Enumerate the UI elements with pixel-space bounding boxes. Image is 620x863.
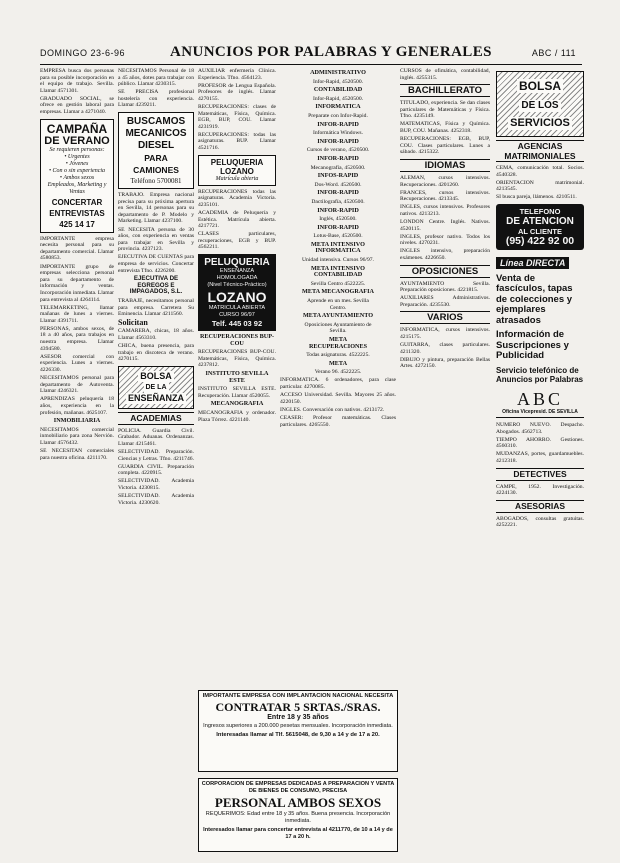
- campana-title: CAMPAÑA: [46, 121, 108, 136]
- infor-heading: INFOR-RAPID: [317, 137, 359, 145]
- classified-ad: EJECUTIVA DE CUENTAS para empresa de servicios. Concertar entrevista Tfno. 4226200.: [118, 254, 194, 274]
- infor-heading: INFOR-RAPID: [317, 120, 359, 128]
- idiomas-heading: IDIOMAS: [400, 159, 490, 172]
- bolsa-servicios-banner: [496, 71, 584, 137]
- campana-phone: 425 14 17: [59, 219, 95, 229]
- classified-ad: LONDON Centre. Inglés. Nativos. 4520115.: [400, 219, 490, 232]
- classified-ad: INGLES, profesor nativo. Todos los niveles. 4270231.: [400, 233, 490, 247]
- classified-ad: RECUPERACIONES todas las asignaturas. Academia Victoria. 4235101.: [198, 188, 276, 208]
- infor-text: Cursos de verano, 4520500.: [306, 147, 370, 154]
- classified-ad: RECUPERACIONES: todas las asignaturas. BUP. Llamar 4521716.: [198, 131, 276, 152]
- classified-ad: MUDANZAS, portes, guardamuebles. 4212318.: [496, 451, 584, 464]
- infor-text: Inglés, 4520500.: [319, 216, 357, 223]
- peluqueria-line: PELUQUERIA: [204, 256, 270, 268]
- classified-ad: SELECTIVIDAD. Academia Victoria. 4230815.: [118, 478, 194, 492]
- meta-text: Unidad intensiva. Cursos 96/97.: [302, 257, 374, 264]
- infor-list: [302, 70, 374, 376]
- infor-heading: CONTABILIDAD: [313, 86, 363, 94]
- classified-ad: TRABAJE, necesitamos personal para empresa. Carretera Su Eminencia. Llamar 4211560.: [118, 297, 194, 318]
- campana-verano-ad: [40, 119, 114, 233]
- peluqueria-phone: Telf. 445 03 92: [211, 318, 263, 328]
- meta-text: Todas asignaturas. 4522225.: [306, 352, 370, 359]
- infor-heading: INFOR-RAPID: [317, 223, 359, 231]
- buscamos-line: PARA CAMIONES: [133, 153, 179, 176]
- info-text: Información de Suscripciones y Publicidad: [496, 329, 569, 362]
- infor-heading: INFOS-RAPID: [317, 172, 359, 180]
- linea-directa-logo: [496, 253, 584, 271]
- classified-ad: CAMPE, 1952. Investigación. 4224130.: [496, 483, 584, 497]
- peluqueria-small-line: Matrícula abierta: [215, 175, 259, 182]
- telefono-atencion-banner: [496, 204, 584, 250]
- classified-ad: TIEMPO AHORRO. Gestiones. 4560310.: [496, 436, 584, 450]
- buscamos-phone: Teléfono 5700081: [130, 177, 182, 186]
- classified-ad: POLICIA. Guardia Civil. Grabador. Aduanas. Ordenanzas. Llamar 4215461.: [118, 427, 194, 447]
- infor-heading: INFOR-RAPID: [317, 206, 359, 214]
- bolsa-servicios-line: DE LOS: [521, 100, 559, 111]
- classified-ad: SELECTIVIDAD. Academia Victoria. 4230620.: [118, 493, 194, 506]
- oposiciones-heading: OPOSICIONES: [400, 265, 490, 278]
- contratar-top: IMPORTANTE EMPRESA CON IMPLANTACION NACIONAL NECESITA: [202, 693, 394, 699]
- classified-ad: SI busca pareja, llámenos. 4210511.: [496, 194, 577, 201]
- infor-heading: INFOR-RAPID: [317, 189, 359, 197]
- contratar-text: Ingresos superiores a 200.000 pesetas mensuales. Incorporación inmediata.: [203, 723, 393, 729]
- infor-heading: INFORMATICA: [315, 103, 361, 111]
- column-3-lower: [198, 512, 276, 682]
- peluqueria-small-ad: [198, 155, 276, 186]
- contratar-sub: Entre 18 y 35 años: [267, 714, 329, 721]
- column-4: [280, 68, 396, 468]
- telefono-line: AL CLIENTE: [517, 226, 563, 236]
- solicitan-heading: Solicitan: [118, 317, 148, 327]
- infor-text: Infor-Rapid, 4520500.: [312, 78, 364, 85]
- classified-ad: SE NECESITAN comerciales para nuestra oficina. 4211170.: [40, 447, 114, 461]
- campana-subtitle: DE VERANO: [44, 134, 110, 147]
- classified-ad: INSTITUTO SEVILLA ESTE. Recuperación. Llamar 4520055.: [198, 386, 276, 399]
- classified-ad: NECESITAMOS comercial inmobiliario para zona Nervión. Llamar 4576432.: [40, 426, 114, 446]
- column-5: [400, 68, 490, 858]
- meta-heading: META INTENSIVO CONTABILIDAD: [311, 264, 365, 279]
- classified-ad: RECUPERACIONES: clases de Matemáticas, Física, Química. EGB, BUP, COU. Llamar 4231919.: [198, 103, 276, 130]
- classified-ad: AUXILIAR enfermería Clínica. Experiencia. Tfno. 4564123.: [198, 68, 276, 81]
- classified-ad: INGLES, cursos intensivos. Profesores nativos. 4213213.: [400, 204, 490, 217]
- infor-text: Mecanografía, 4520500.: [310, 164, 366, 171]
- infor-heading: ADMINISTRATIVO: [310, 69, 366, 76]
- classified-ad: IMPORTANTE empresa necesita personal para su departamento comercial. Llamar 4580853.: [40, 235, 114, 262]
- infor-text: Infor-Rapid, 4520500.: [312, 95, 364, 102]
- section-title: ANUNCIOS POR PALABRAS Y GENERALES: [170, 44, 492, 60]
- classified-ad: INFORMATICA, cursos intensivos. 4215175.: [400, 327, 490, 341]
- infor-text: Preparate con Infor-Rapid.: [308, 112, 368, 119]
- ejecutiva-heading: EJECUTIVA DE EGREGOS E IMPAGADOS, S.L.: [129, 275, 183, 296]
- buscamos-mecanicos-ad: [118, 112, 194, 189]
- campana-line: • Ambos sexos: [59, 174, 95, 181]
- classified-ad: FRANCES, cursos intensivos. Recuperaciones. 4213345.: [400, 189, 490, 203]
- classified-ad: TELEMARKETING, llamar mañanas de lunes a viernes. Llamar 4391711.: [40, 304, 114, 324]
- inmobiliaria-heading: INMOBILIARIA: [53, 417, 101, 425]
- classified-ad: CHICA, buena presencia, para trabajo en discoteca de verano. 4270115.: [118, 343, 194, 363]
- telefono-line: TELEFONO: [519, 206, 561, 216]
- bolsa-servicios-line: SERVICIOS: [510, 117, 570, 129]
- personal-ambos-sexos-ad: [198, 778, 398, 852]
- classified-ad: GUITARRA, clases particulares. 4211320.: [400, 342, 490, 355]
- classified-ad: PROFESOR de Lengua Española. Profesores de inglés. Llamar 4270155.: [198, 82, 276, 102]
- meta-text: Aprende en un mes. Sevilla Centro.: [307, 298, 369, 311]
- classified-ad: PERSONAS, ambos sexos, de 18 a 40 años, para trabajos en nuestra empresa. Llamar 4394580.: [40, 325, 114, 352]
- personal-text: REQUERIMOS: Edad entre 18 y 35 años. Buena presencia. Incorporación inmediata.: [205, 810, 391, 824]
- classified-ad: CEMA, comunicación total. Socios. 4540328.: [496, 165, 584, 178]
- instituto-heading: INSTITUTO SEVILLA ESTE: [205, 369, 269, 384]
- bolsa-line: DE LA: [145, 383, 167, 391]
- meta-heading: META INTENSIVO INFORMATICA: [311, 240, 365, 255]
- classified-ad: MATEMATICAS, Física y Química. BUP, COU. Mañanas. 4252318.: [400, 121, 490, 135]
- telefono-phone: (95) 422 92 00: [505, 234, 575, 247]
- servicios-list: [496, 422, 584, 465]
- classified-ad: ASESOR comercial con experiencia. Lunes a viernes. 4226330.: [40, 353, 114, 373]
- peluqueria-line: (Nivel Técnico-Práctico): [207, 281, 267, 288]
- meta-text: Verano 96. 4522225.: [314, 369, 362, 376]
- classified-ad: CURSOS de ofimática, contabilidad, inglés. 4255315.: [400, 68, 490, 81]
- peluqueria-line: LOZANO: [207, 288, 267, 305]
- classified-ad: EMPRESA busca dos personas para su posible incorporación en el equipo de trabajo. Sevilla. Llamar 4571301.: [40, 68, 114, 94]
- page-number: ABC / 111: [531, 48, 576, 58]
- classified-ad: INFORMATICA. 6 ordenadores, para clase particular. 4270085.: [280, 377, 396, 391]
- column-4-lower: [280, 470, 396, 684]
- abc-subtitle: Oficina Vicepresid. DE SEVILLA: [496, 409, 584, 418]
- header-rule: [40, 64, 582, 65]
- contratar-big: CONTRATAR 5 SRTAS./SRAS.: [215, 700, 381, 714]
- classified-ad: CEASER: Profesor matemáticas. Clases particulares. 4265550.: [280, 414, 396, 428]
- classified-ad: GRADUADO SOCIAL, se ofrece en gestión laboral para empresas. Llamar a 4271040.: [40, 95, 114, 116]
- campana-line: Se requieren personas:: [49, 146, 105, 153]
- agencias-list: [496, 165, 584, 201]
- classified-ad: DIBUJO y pintura, preparación Bellas Artes. 4272150.: [400, 356, 490, 370]
- classified-ad: NUMERO NUEVO. Despacho. Abogados. 4562713.: [496, 421, 584, 435]
- academias-heading: ACADEMIAS: [118, 412, 194, 425]
- bolsa-line: ENSEÑANZA: [127, 392, 184, 403]
- classified-ad: AUXILIARES Administrativos. Preparación. 4235530.: [400, 295, 490, 308]
- peluqueria-line: ENSEÑANZA HOMOLOGADA: [216, 267, 258, 281]
- campana-line: • Urgentes: [64, 153, 90, 160]
- telefono-line: DE ATENCION: [506, 215, 574, 227]
- venta-text: Venta de fascículos, tapas de colecciones y ejemplares atrasados: [496, 272, 573, 326]
- meta-heading: META RECUPERACIONES: [308, 336, 368, 350]
- classified-ad: NECESITAMOS Personal de 18 a 45 años, dotes para trabajar con público. Llamar 4230315.: [118, 68, 194, 88]
- peluqueria-lozano-ad: [198, 254, 276, 331]
- infor-text: Dos-Word. 4520500.: [314, 181, 362, 188]
- bupcou-heading: RECUPERACIONES BUP-COU: [199, 332, 275, 347]
- classified-ad: SE PRECISA profesional hostelería con experiencia. Llamar 4239211.: [118, 89, 194, 109]
- meta-heading: META AYUNTAMIENTO: [302, 312, 374, 320]
- agencias-heading: AGENCIAS MATRIMONIALES: [496, 140, 584, 162]
- meta-heading: META: [328, 359, 348, 367]
- campana-line: • Jóvenes: [65, 160, 89, 167]
- infor-heading: INFOR-RAPID: [317, 154, 359, 162]
- classified-ad: ACCESO Universidad. Sevilla. Mayores 25 años. 4220150.: [280, 392, 396, 405]
- classified-ad: AYUNTAMIENTO Sevilla. Preparación oposiciones. 4221815.: [400, 280, 490, 294]
- peluqueria-line: MATRICULA ABIERTA: [208, 304, 266, 311]
- infor-text: Informática Windows.: [312, 130, 363, 137]
- classified-ad: NECESITAMOS personal para departamento de Autoventa. Llamar 4246321.: [40, 375, 114, 395]
- buscamos-line: MECANICOS: [125, 128, 187, 140]
- peluqueria-small-line: PELUQUERIA: [210, 157, 264, 167]
- column-1: [40, 68, 114, 858]
- peluqueria-small-line: LOZANO: [220, 166, 254, 176]
- classified-ad: GUARDIA CIVIL. Preparación completa. 4220915.: [118, 463, 194, 477]
- contratar-ad: [198, 690, 398, 772]
- campana-cta: CONCERTAR: [51, 197, 103, 207]
- asesorias-list: [496, 516, 584, 529]
- classified-ad: INGLES intensivo, preparación exámenes. 4226650.: [400, 248, 490, 261]
- classified-ad: ABOGADOS, consultas gratuitas. 4252221.: [496, 515, 584, 529]
- bolsa-line: BOLSA: [140, 370, 172, 381]
- varios-heading: VARIOS: [400, 311, 490, 324]
- classified-ad: ACADEMIA de Peluquería y Estética. Matrícula abierta. 4217721.: [198, 209, 276, 230]
- infor-text: Dactilografía, 4520500.: [311, 198, 365, 205]
- bolsa-ensenanza-banner: [118, 366, 194, 409]
- classified-ad: TITULADO, experiencia. Se dan clases particulares de Matemáticas y Física. Tfno. 4235149.: [400, 100, 490, 120]
- classified-ad: SE NECESITA persona de 30 años, con experiencia en ventas para trabajar en Sevilla y provincia. 4237123.: [118, 226, 194, 253]
- classified-ad: SELECTIVIDAD. Preparación. Ciencias y Letras. Tfno. 4211746.: [118, 449, 194, 462]
- peluqueria-line: CURSO 96/97: [219, 311, 255, 318]
- campana-line: • Con o sin experiencia: [48, 167, 106, 174]
- classified-ad: APRENDIZAS peluquería 18 años, experiencia en la profesión, mañanas. 4625107.: [40, 396, 114, 416]
- classified-ad: CLASES particulares, recuperaciones, EGB y BUP. 4562211.: [198, 231, 276, 251]
- campana-cta: ENTREVISTAS: [49, 208, 105, 218]
- page-header: [40, 44, 580, 62]
- campana-line: Empleados, Marketing y Ventas: [47, 181, 107, 195]
- personal-top: CORPORACION DE EMPRESAS DEDICADAS A PREPARACION Y VENTA DE BIENES DE CONSUMO, PRECISA: [201, 781, 395, 794]
- buscamos-line: DIESEL: [137, 140, 175, 152]
- buscamos-line: BUSCAMOS: [126, 116, 186, 128]
- servicio-text: Servicio telefónico de Anuncios por Palabras: [496, 365, 584, 385]
- issue-date: DOMINGO 23-6-96: [40, 48, 126, 58]
- meta-heading: META MECANOGRAFIA: [302, 288, 374, 296]
- meta-text: Sevilla Centro 4522225.: [310, 280, 366, 287]
- classified-ad: TRABAJO. Empresa nacional precisa para su próxima apertura en Sevilla, 14 personas para su departamento de P. Modelo y Marketing. Llamar 4237100.: [118, 192, 194, 225]
- column-2: [118, 68, 194, 858]
- bachillerato-heading: BACHILLERATO: [400, 84, 490, 97]
- classified-ad: RECUPERACIONES: EGB, BUP, COU. Clases particulares. Lunes a sábado. 4215322.: [400, 136, 490, 156]
- classified-ad: CAMARERA, chicas, 18 años. Llamar 4563310.: [118, 328, 194, 341]
- classified-ad: ALEMAN, cursos intensivos. Recuperaciones. 4201260.: [400, 174, 490, 188]
- detectives-list: [496, 484, 584, 497]
- abc-logo: ABC: [516, 388, 563, 409]
- classified-ad: MECANOGRAFIA y ordenador. Plaza Tórrez. 4221140.: [198, 409, 276, 423]
- classified-ad: IMPORTANTE grupo de empresas selecciona personal para su departamento de información y ventas. Incorporación inmediata. Llamar para entrevista al 4264114.: [40, 263, 114, 303]
- detectives-heading: DETECTIVES: [496, 468, 584, 481]
- contratar-call: Interesadas llamar al Tlf. 5615048, de 9,30 a 14 y de 17 a 20.: [216, 732, 380, 738]
- personal-big: PERSONAL AMBOS SEXOS: [214, 794, 382, 810]
- asesorias-heading: ASESORIAS: [496, 500, 584, 513]
- classified-ad: ORIENTACION matrimonial. 4213545.: [496, 179, 584, 193]
- bolsa-servicios-line: BOLSA: [519, 79, 561, 93]
- classified-ad: INGLES. Conversación con nativos. 4213172.: [280, 406, 385, 413]
- classified-ad: RECUPERACIONES BUP-COU. Matemáticas, Física, Química. 4237812.: [198, 349, 276, 369]
- mecanografia-heading: MECANOGRAFIA: [210, 400, 264, 408]
- meta-text: Oposiciones Ayuntamiento de Sevilla.: [304, 321, 372, 335]
- infor-text: Lotus-Base, 4520500.: [313, 233, 363, 240]
- right-column: [496, 68, 584, 858]
- personal-call: Interesados llamar para concertar entrevista al 4211770, de 10 a 14 y de 17 a 20 h.: [203, 826, 393, 840]
- column-3: [198, 68, 276, 508]
- linea-directa-label: Línea DIRECTA: [496, 257, 569, 269]
